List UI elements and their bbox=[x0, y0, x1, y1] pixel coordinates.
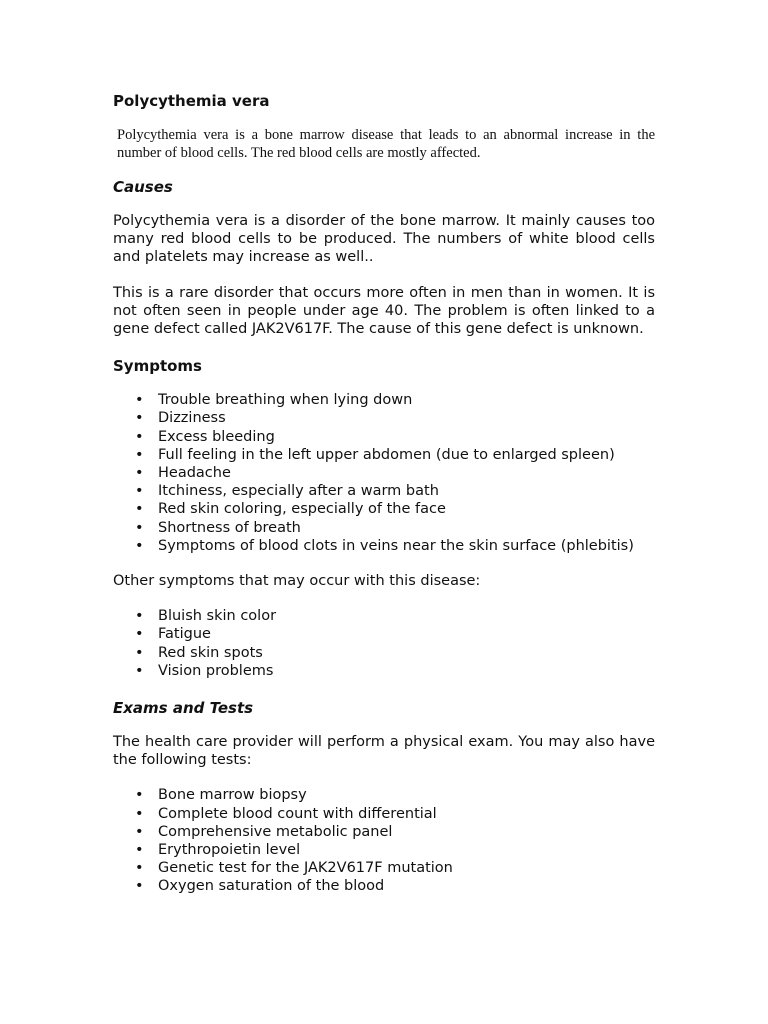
list-item-text: Trouble breathing when lying down bbox=[158, 392, 413, 409]
bullet-icon: • bbox=[135, 842, 144, 859]
bullet-icon: • bbox=[135, 805, 144, 822]
list-item bbox=[135, 877, 655, 895]
other-symptoms-intro: Other symptoms that may occur with this disease: bbox=[113, 573, 481, 590]
list-item bbox=[135, 464, 655, 482]
list-item bbox=[135, 446, 655, 464]
exams-heading: Exams and Tests bbox=[113, 699, 254, 718]
bullet-icon: • bbox=[135, 537, 144, 554]
list-item bbox=[135, 786, 655, 804]
list-item bbox=[135, 428, 655, 446]
bullet-icon: • bbox=[135, 483, 144, 500]
list-item-text: Headache bbox=[158, 465, 231, 482]
bullet-icon: • bbox=[135, 428, 144, 445]
list-item bbox=[135, 644, 655, 662]
list-item-text: Fatigue bbox=[158, 626, 211, 643]
list-item bbox=[135, 482, 655, 500]
list-item bbox=[135, 625, 655, 643]
list-item bbox=[135, 859, 655, 877]
list-item-text: Oxygen saturation of the blood bbox=[158, 878, 385, 895]
list-item bbox=[135, 823, 655, 841]
bullet-icon: • bbox=[135, 410, 144, 427]
list-item bbox=[135, 537, 655, 555]
document-page bbox=[113, 90, 655, 913]
list-item bbox=[135, 805, 655, 823]
list-item bbox=[135, 391, 655, 409]
bullet-icon: • bbox=[135, 626, 144, 643]
bullet-icon: • bbox=[135, 392, 144, 409]
symptoms-heading: Symptoms bbox=[113, 357, 202, 376]
intro-paragraph: Polycythemia vera is a bone marrow disease that leads to an abnormal increase in the number of blood cells. The red blood cells are mostly affected. bbox=[117, 127, 655, 161]
causes-paragraph-1: Polycythemia vera is a disorder of the bone marrow. It mainly causes too many red blood cells to be produced. The numbers of white blood cells and platelets may increase as well.. bbox=[113, 213, 655, 266]
list-item bbox=[135, 519, 655, 537]
bullet-icon: • bbox=[135, 501, 144, 518]
list-item-text: Comprehensive metabolic panel bbox=[158, 823, 393, 840]
list-item bbox=[135, 662, 655, 680]
other-symptoms-list bbox=[113, 607, 655, 680]
list-item-text: Complete blood count with differential bbox=[158, 805, 437, 822]
list-item-text: Vision problems bbox=[158, 662, 274, 679]
list-item-text: Red skin coloring, especially of the face bbox=[158, 501, 446, 518]
bullet-icon: • bbox=[135, 787, 144, 804]
list-item-text: Shortness of breath bbox=[158, 519, 301, 536]
list-item bbox=[135, 841, 655, 859]
list-item-text: Dizziness bbox=[158, 410, 226, 427]
list-item-text: Symptoms of blood clots in veins near the skin surface (phlebitis) bbox=[158, 537, 634, 554]
bullet-icon: • bbox=[135, 608, 144, 625]
bullet-icon: • bbox=[135, 446, 144, 463]
causes-heading: Causes bbox=[113, 178, 173, 196]
list-item bbox=[135, 409, 655, 427]
list-item-text: Erythropoietin level bbox=[158, 842, 301, 859]
bullet-icon: • bbox=[135, 662, 144, 679]
exams-intro: The health care provider will perform a physical exam. You may also have the following tests: bbox=[113, 734, 655, 769]
bullet-icon: • bbox=[135, 878, 144, 895]
bullet-icon: • bbox=[135, 465, 144, 482]
bullet-icon: • bbox=[135, 519, 144, 536]
list-item-text: Bone marrow biopsy bbox=[158, 787, 307, 804]
list-item-text: Bluish skin color bbox=[158, 608, 277, 625]
list-item-text: Itchiness, especially after a warm bath bbox=[158, 483, 439, 500]
list-item-text: Full feeling in the left upper abdomen (due to enlarged spleen) bbox=[158, 446, 615, 463]
exams-list bbox=[113, 786, 655, 895]
list-item-text: Excess bleeding bbox=[158, 428, 275, 445]
list-item-text: Red skin spots bbox=[158, 644, 263, 661]
list-item bbox=[135, 607, 655, 625]
symptoms-list bbox=[113, 391, 655, 555]
list-item-text: Genetic test for the JAK2V617F mutation bbox=[158, 860, 453, 877]
bullet-icon: • bbox=[135, 860, 144, 877]
causes-paragraph-2: This is a rare disorder that occurs more often in men than in women. It is not often seen in people under age 40. The problem is often linked to a gene defect called JAK2V617F. The cause of this gene defect is unknown. bbox=[113, 284, 655, 338]
bullet-icon: • bbox=[135, 644, 144, 661]
bullet-icon: • bbox=[135, 823, 144, 840]
list-item bbox=[135, 500, 655, 518]
document-title: Polycythemia vera bbox=[113, 92, 270, 110]
